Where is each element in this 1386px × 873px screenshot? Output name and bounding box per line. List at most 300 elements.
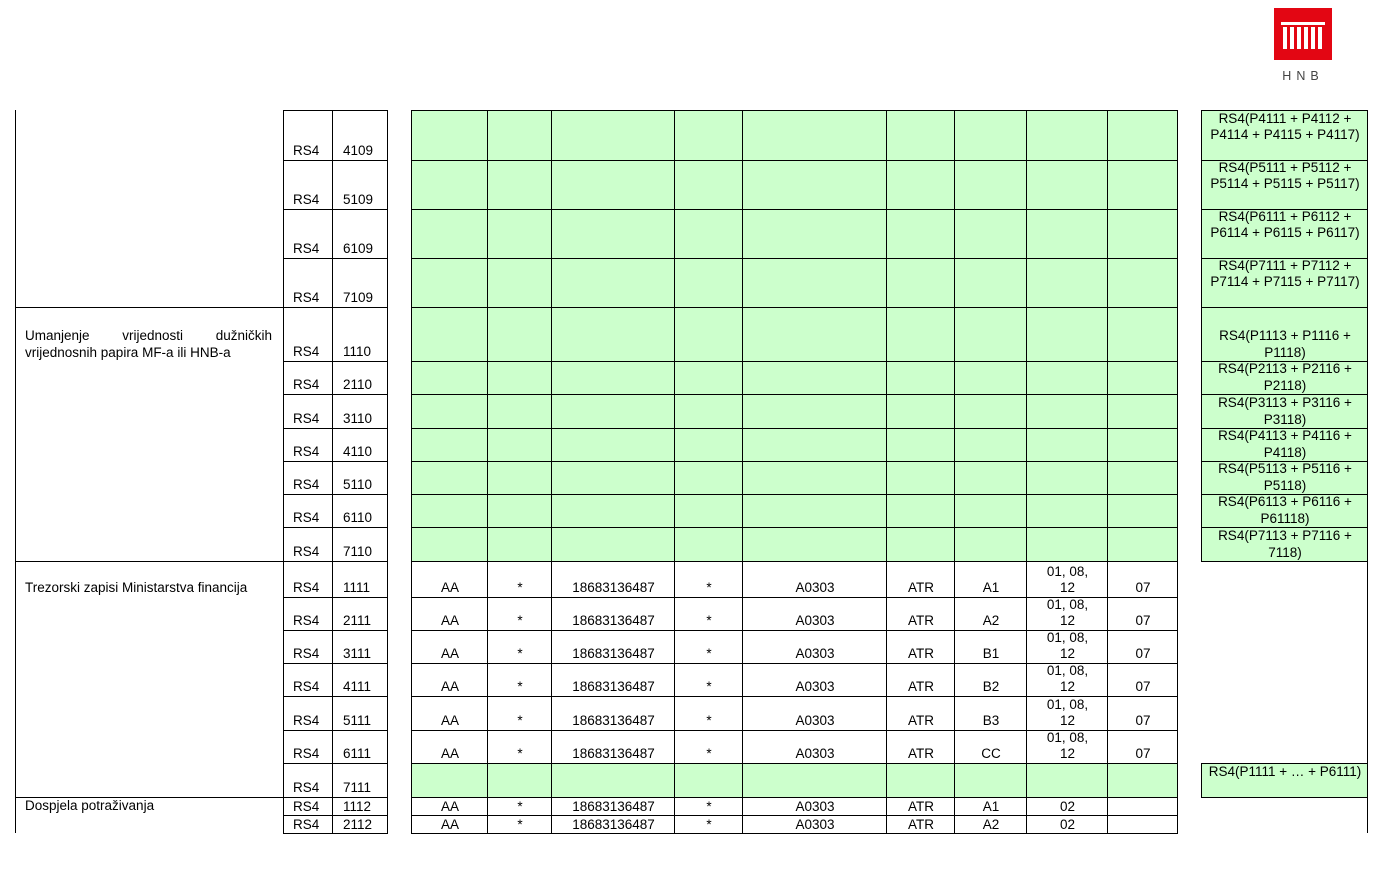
value-cell (954, 428, 1026, 462)
value-cell (742, 110, 886, 161)
code-cell (332, 361, 388, 395)
value-cell (1107, 394, 1178, 429)
value-cell (742, 361, 886, 395)
value-cell (1107, 428, 1178, 462)
logo-text: HNB (1282, 69, 1324, 83)
value-cell (551, 394, 674, 429)
value-cell (411, 815, 487, 834)
value-cell (411, 307, 487, 362)
value-cell (1026, 160, 1107, 210)
value-cell (487, 361, 551, 395)
value-text: * (517, 817, 523, 832)
value-text: B3 (982, 713, 1000, 728)
value-cell (886, 730, 954, 764)
form-code-label: RS4 (293, 780, 320, 795)
value-cell (1107, 663, 1178, 697)
value-text: 07 (1135, 746, 1151, 761)
row-code: 2112 (343, 817, 373, 832)
value-text: 01, 08, 12 (1046, 663, 1089, 694)
formula-cell (1201, 428, 1367, 462)
form-cell (283, 797, 332, 816)
formula-cell (1201, 494, 1367, 528)
value-cell (487, 815, 551, 834)
value-text: A1 (982, 580, 1000, 595)
value-text: * (706, 799, 712, 814)
value-text: 18683136487 (572, 746, 655, 761)
value-cell (886, 630, 954, 664)
value-text: 07 (1135, 679, 1151, 694)
value-cell (411, 730, 487, 764)
value-text: B2 (982, 679, 1000, 694)
form-code-label: RS4 (293, 477, 320, 492)
value-cell (411, 258, 487, 308)
value-text: CC (981, 746, 1001, 761)
form-code-label: RS4 (293, 679, 320, 694)
value-cell (1026, 258, 1107, 308)
value-cell (1026, 730, 1107, 764)
value-text: 02 (1059, 799, 1076, 814)
value-cell (1107, 307, 1178, 362)
value-cell (1107, 597, 1178, 631)
value-cell (487, 696, 551, 731)
value-cell (674, 630, 742, 664)
row-code: 2110 (343, 377, 373, 392)
value-text: 02 (1059, 817, 1076, 832)
code-cell (332, 258, 388, 308)
value-text: AA (440, 817, 459, 832)
value-cell (551, 160, 674, 210)
value-cell (487, 597, 551, 631)
value-cell (411, 696, 487, 731)
value-text: * (517, 613, 523, 628)
value-text: A0303 (795, 799, 835, 814)
value-cell (886, 696, 954, 731)
value-cell (886, 160, 954, 210)
value-cell (1026, 797, 1107, 816)
value-cell (886, 209, 954, 259)
row-code: 1112 (343, 799, 372, 814)
value-cell (411, 209, 487, 259)
section-label: Dospjela potraživanja (25, 798, 155, 813)
value-cell (1026, 110, 1107, 161)
value-cell (886, 494, 954, 528)
value-cell (674, 394, 742, 429)
value-cell (411, 763, 487, 798)
value-cell (954, 209, 1026, 259)
value-cell (1107, 160, 1178, 210)
value-text: 18683136487 (572, 646, 655, 661)
value-cell (742, 561, 886, 598)
value-cell (742, 461, 886, 495)
value-cell (487, 160, 551, 210)
value-cell (742, 209, 886, 259)
value-cell (411, 630, 487, 664)
value-cell (1026, 394, 1107, 429)
value-cell (674, 494, 742, 528)
value-text: 18683136487 (572, 580, 655, 595)
value-cell (674, 160, 742, 210)
value-text: AA (440, 746, 459, 761)
value-text: * (517, 713, 523, 728)
formula-cell (1201, 527, 1367, 562)
value-cell (1107, 730, 1178, 764)
form-code-label: RS4 (293, 344, 320, 359)
value-cell (1107, 527, 1178, 562)
value-cell (411, 110, 487, 161)
value-cell (886, 527, 954, 562)
value-cell (674, 461, 742, 495)
value-cell (674, 696, 742, 731)
value-text: ATR (908, 817, 934, 832)
formula-cell (1201, 160, 1367, 210)
code-cell (332, 527, 388, 562)
form-code-label: RS4 (293, 192, 320, 207)
value-cell (742, 696, 886, 731)
row-code: 3110 (343, 411, 373, 426)
row-code: 7110 (343, 544, 373, 559)
value-text: * (706, 613, 712, 628)
row-code: 6109 (343, 241, 374, 256)
value-cell (1026, 663, 1107, 697)
form-cell (283, 428, 332, 462)
form-code-label: RS4 (293, 544, 320, 559)
value-cell (674, 663, 742, 697)
code-cell (332, 428, 388, 462)
value-cell (551, 630, 674, 664)
value-text: A2 (982, 817, 1000, 832)
value-text: AA (440, 679, 459, 694)
table-left-border (15, 110, 16, 833)
form-cell (283, 597, 332, 631)
form-code-label: RS4 (293, 143, 320, 158)
value-text: ATR (908, 799, 934, 814)
form-cell (283, 394, 332, 429)
value-cell (411, 361, 487, 395)
code-cell (332, 494, 388, 528)
value-cell (411, 527, 487, 562)
value-cell (1026, 494, 1107, 528)
value-cell (487, 394, 551, 429)
value-cell (954, 110, 1026, 161)
value-cell (674, 110, 742, 161)
value-cell (954, 797, 1026, 816)
value-text: 18683136487 (572, 613, 655, 628)
code-cell (332, 394, 388, 429)
value-cell (742, 428, 886, 462)
value-cell (954, 815, 1026, 834)
row-code: 1111 (343, 580, 371, 595)
value-cell (551, 428, 674, 462)
value-cell (742, 494, 886, 528)
row-code: 2111 (343, 613, 372, 628)
formula-text: RS4(P1111 + … + P6111) (1208, 764, 1362, 779)
value-text: AA (440, 713, 459, 728)
value-text: 01, 08, 12 (1046, 730, 1089, 761)
form-code-label: RS4 (293, 290, 320, 305)
formula-text: RS4(P5111 + P5112 + P5114 + P5115 + P5117) (1210, 159, 1360, 191)
value-cell (551, 597, 674, 631)
code-cell (332, 110, 388, 161)
value-cell (954, 763, 1026, 798)
code-cell (332, 763, 388, 798)
code-cell (332, 209, 388, 259)
value-text: AA (440, 580, 459, 595)
value-text: 07 (1135, 580, 1151, 595)
code-cell (332, 797, 388, 816)
value-cell (487, 461, 551, 495)
value-cell (551, 696, 674, 731)
value-text: 18683136487 (572, 713, 655, 728)
value-cell (954, 160, 1026, 210)
value-cell (551, 797, 674, 816)
value-text: * (706, 580, 712, 595)
form-cell (283, 258, 332, 308)
form-code-label: RS4 (293, 799, 320, 814)
value-cell (487, 797, 551, 816)
row-code: 3111 (343, 646, 372, 661)
value-cell (411, 160, 487, 210)
value-cell (551, 561, 674, 598)
row-code: 7111 (343, 780, 372, 795)
code-cell (332, 597, 388, 631)
value-cell (1107, 110, 1178, 161)
row-code: 5109 (343, 192, 374, 207)
value-cell (487, 527, 551, 562)
value-cell (742, 797, 886, 816)
row-code: 4111 (343, 679, 372, 694)
value-cell (487, 307, 551, 362)
value-text: 18683136487 (572, 817, 655, 832)
value-cell (742, 307, 886, 362)
formula-text: RS4(P6111 + P6112 + P6114 + P6115 + P6117) (1210, 208, 1360, 240)
value-cell (886, 763, 954, 798)
value-text: A0303 (795, 746, 835, 761)
value-cell (411, 461, 487, 495)
code-cell (332, 663, 388, 697)
value-cell (742, 160, 886, 210)
form-cell (283, 494, 332, 528)
value-cell (674, 763, 742, 798)
formula-cell (1201, 461, 1367, 495)
code-cell (332, 696, 388, 731)
value-cell (411, 663, 487, 697)
form-cell (283, 461, 332, 495)
value-cell (1026, 307, 1107, 362)
form-cell (283, 160, 332, 210)
hnb-logo (1274, 8, 1332, 86)
value-cell (886, 561, 954, 598)
value-cell (954, 696, 1026, 731)
value-cell (886, 815, 954, 834)
value-text: A2 (982, 613, 1000, 628)
value-cell (674, 797, 742, 816)
value-cell (954, 494, 1026, 528)
formula-cell (1201, 763, 1367, 798)
value-text: * (517, 679, 523, 694)
value-cell (487, 209, 551, 259)
value-cell (411, 394, 487, 429)
value-cell (487, 663, 551, 697)
form-code-label: RS4 (293, 510, 320, 525)
value-cell (742, 394, 886, 429)
value-text: A1 (982, 799, 1000, 814)
value-cell (411, 797, 487, 816)
value-cell (886, 307, 954, 362)
value-cell (954, 730, 1026, 764)
code-cell (332, 461, 388, 495)
value-cell (954, 461, 1026, 495)
value-cell (886, 663, 954, 697)
value-cell (551, 663, 674, 697)
value-cell (551, 527, 674, 562)
value-cell (742, 663, 886, 697)
code-cell (332, 630, 388, 664)
formula-text: RS4(P3113 + P3116 + P3118) (1218, 395, 1352, 427)
form-cell (283, 663, 332, 697)
value-cell (1026, 209, 1107, 259)
value-cell (551, 494, 674, 528)
value-cell (954, 597, 1026, 631)
value-cell (1026, 815, 1107, 834)
value-cell (1026, 461, 1107, 495)
value-cell (487, 494, 551, 528)
value-cell (886, 258, 954, 308)
value-text: ATR (908, 580, 934, 595)
value-cell (742, 763, 886, 798)
form-code-label: RS4 (293, 713, 320, 728)
value-cell (742, 527, 886, 562)
row-code: 5111 (343, 713, 372, 728)
value-cell (551, 258, 674, 308)
form-cell (283, 209, 332, 259)
section-label: Trezorski zapisi Ministarstva financija (25, 580, 248, 595)
value-text: A0303 (795, 580, 835, 595)
value-text: * (517, 799, 523, 814)
value-text: 07 (1135, 713, 1151, 728)
value-cell (954, 361, 1026, 395)
section-divider (15, 307, 284, 308)
value-cell (1107, 209, 1178, 259)
value-text: A0303 (795, 679, 835, 694)
form-cell (283, 730, 332, 764)
value-cell (886, 110, 954, 161)
row-code: 5110 (343, 477, 373, 492)
value-cell (551, 110, 674, 161)
value-text: * (517, 646, 523, 661)
value-text: 18683136487 (572, 679, 655, 694)
value-cell (742, 597, 886, 631)
row-code: 1110 (343, 344, 372, 359)
value-cell (1026, 630, 1107, 664)
value-cell (551, 307, 674, 362)
value-cell (674, 258, 742, 308)
row-code: 4110 (343, 444, 373, 459)
form-cell (283, 561, 332, 598)
formula-text: RS4(P5113 + P5116 + P5118) (1218, 461, 1352, 493)
formula-text: RS4(P6113 + P6116 + P61118) (1218, 494, 1352, 526)
value-cell (954, 630, 1026, 664)
formula-cell (1201, 394, 1367, 429)
formula-cell (1201, 110, 1367, 161)
formula-cell (1201, 307, 1367, 362)
value-cell (886, 394, 954, 429)
value-cell (886, 428, 954, 462)
value-cell (1026, 361, 1107, 395)
value-cell (551, 730, 674, 764)
value-cell (1026, 527, 1107, 562)
value-cell (487, 258, 551, 308)
value-text: B1 (982, 646, 1000, 661)
form-code-label: RS4 (293, 411, 320, 426)
value-cell (954, 307, 1026, 362)
value-cell (1026, 561, 1107, 598)
value-text: * (706, 817, 712, 832)
value-cell (674, 730, 742, 764)
formula-cell (1201, 361, 1367, 395)
value-text: 07 (1135, 646, 1151, 661)
value-cell (411, 597, 487, 631)
row-code: 6111 (343, 746, 372, 761)
value-cell (1107, 361, 1178, 395)
value-cell (411, 561, 487, 598)
value-text: ATR (908, 713, 934, 728)
section-divider (15, 561, 284, 562)
value-text: * (706, 679, 712, 694)
form-code-label: RS4 (293, 646, 320, 661)
value-cell (954, 561, 1026, 598)
value-text: ATR (908, 746, 934, 761)
code-cell (332, 815, 388, 834)
value-text: * (706, 746, 712, 761)
value-cell (742, 815, 886, 834)
value-cell (742, 630, 886, 664)
form-cell (283, 361, 332, 395)
code-cell (332, 730, 388, 764)
value-cell (886, 797, 954, 816)
value-cell (1026, 597, 1107, 631)
value-text: 01, 08, 12 (1046, 597, 1089, 628)
value-cell (551, 461, 674, 495)
value-cell (886, 361, 954, 395)
form-code-label: RS4 (293, 613, 320, 628)
value-text: 01, 08, 12 (1046, 697, 1089, 728)
value-cell (1107, 696, 1178, 731)
value-cell (551, 209, 674, 259)
form-cell (283, 110, 332, 161)
value-cell (1026, 696, 1107, 731)
value-cell (1107, 258, 1178, 308)
value-cell (551, 763, 674, 798)
form-cell (283, 815, 332, 834)
hnb-columns-icon (1274, 8, 1332, 60)
value-cell (1107, 561, 1178, 598)
form-code-label: RS4 (293, 377, 320, 392)
value-text: A0303 (795, 613, 835, 628)
formula-text: RS4(P7113 + P7116 + 7118) (1218, 528, 1352, 560)
value-text: A0303 (795, 646, 835, 661)
value-cell (674, 597, 742, 631)
value-cell (742, 730, 886, 764)
value-cell (487, 730, 551, 764)
form-cell (283, 630, 332, 664)
form-cell (283, 527, 332, 562)
value-cell (411, 494, 487, 528)
value-cell (674, 815, 742, 834)
value-text: 01, 08, 12 (1046, 564, 1089, 595)
value-cell (551, 815, 674, 834)
code-cell (332, 160, 388, 210)
value-cell (411, 428, 487, 462)
